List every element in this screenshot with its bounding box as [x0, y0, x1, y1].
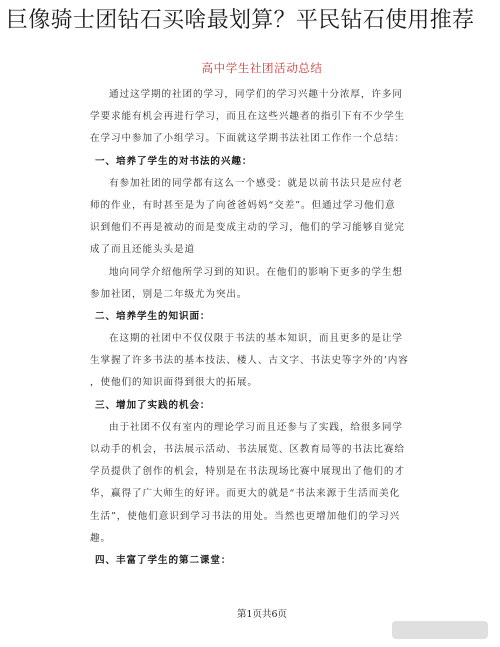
- body-line: 学员提供了创作的机会，特别是在书法现场比赛中展现出了他们的才: [90, 466, 405, 478]
- body-line: 地向同学介绍他所学习到的知识。在他们的影响下更多的学生想: [109, 266, 403, 278]
- section-heading: 二、培养学生的知识面：: [95, 310, 211, 322]
- document-title: 高中学生社团活动总结: [201, 61, 323, 75]
- watermark-shape: [392, 621, 488, 639]
- body-line: 华，赢得了广大师生的好评。而更大的就是“书法来源于生活而美化: [90, 488, 401, 500]
- body-line: 生掌握了许多书法的基本技法、楼人、古文字、书法史等字外的’内容: [90, 355, 409, 367]
- body-line: 生活”，使他们意识到学习书法的用处。当然也更增加他们的学习兴: [90, 510, 401, 522]
- body-line: ，使他们的知识面得到很大的拓展。: [90, 377, 258, 389]
- document-body: [90, 84, 440, 572]
- body-line: 趣。: [90, 532, 111, 544]
- body-line: 参加社团，别是二年级尤为突出。: [90, 288, 248, 300]
- section-heading: 一、培养了学生的对书法的兴趣：: [95, 155, 253, 167]
- section-heading: 三、增加了实践的机会：: [95, 399, 211, 411]
- body-line: 在学习中参加了小组学习。下面就这学期书法社团工作作一个总结：: [90, 133, 405, 145]
- section-heading: 四、丰富了学生的第二课堂：: [95, 554, 232, 566]
- body-line: 有参加社团的同学都有这么一个感受：就是以前书法只是应付老: [109, 177, 403, 189]
- body-line: 以动手的机会，书法展示活动、书法展览、区教育局等的书法比赛给: [90, 444, 405, 455]
- body-line: 成了而且还能头头是道: [90, 244, 195, 256]
- body-line: 识到他们不再是被动的而是变成主动的学习，他们的学习能够自觉完: [90, 222, 405, 234]
- body-line: 在这期的社团中不仅仅限于书法的基本知识，而且更多的是让学: [109, 333, 403, 345]
- body-line: 师的作业，有时甚至是为了向爸爸妈妈“交差”。但通过学习他们意: [90, 199, 396, 211]
- body-line: 由于社团不仅有室内的理论学习而且还参与了实践，给很多同学: [109, 421, 403, 433]
- watermark-logo: [388, 617, 492, 643]
- article-title: 巨像骑士团钻石买啥最划算？平民钻石使用推荐: [6, 8, 475, 33]
- body-line: 通过这学期的社团的学习，同学们的学习兴趣十分浓厚，许多同: [109, 89, 403, 100]
- page-number: 第1页共6页: [236, 609, 288, 620]
- document-page: [72, 52, 452, 632]
- body-line: 学要求能有机会再进行学习，而且在这些兴趣者的指引下有不少学生: [90, 111, 405, 123]
